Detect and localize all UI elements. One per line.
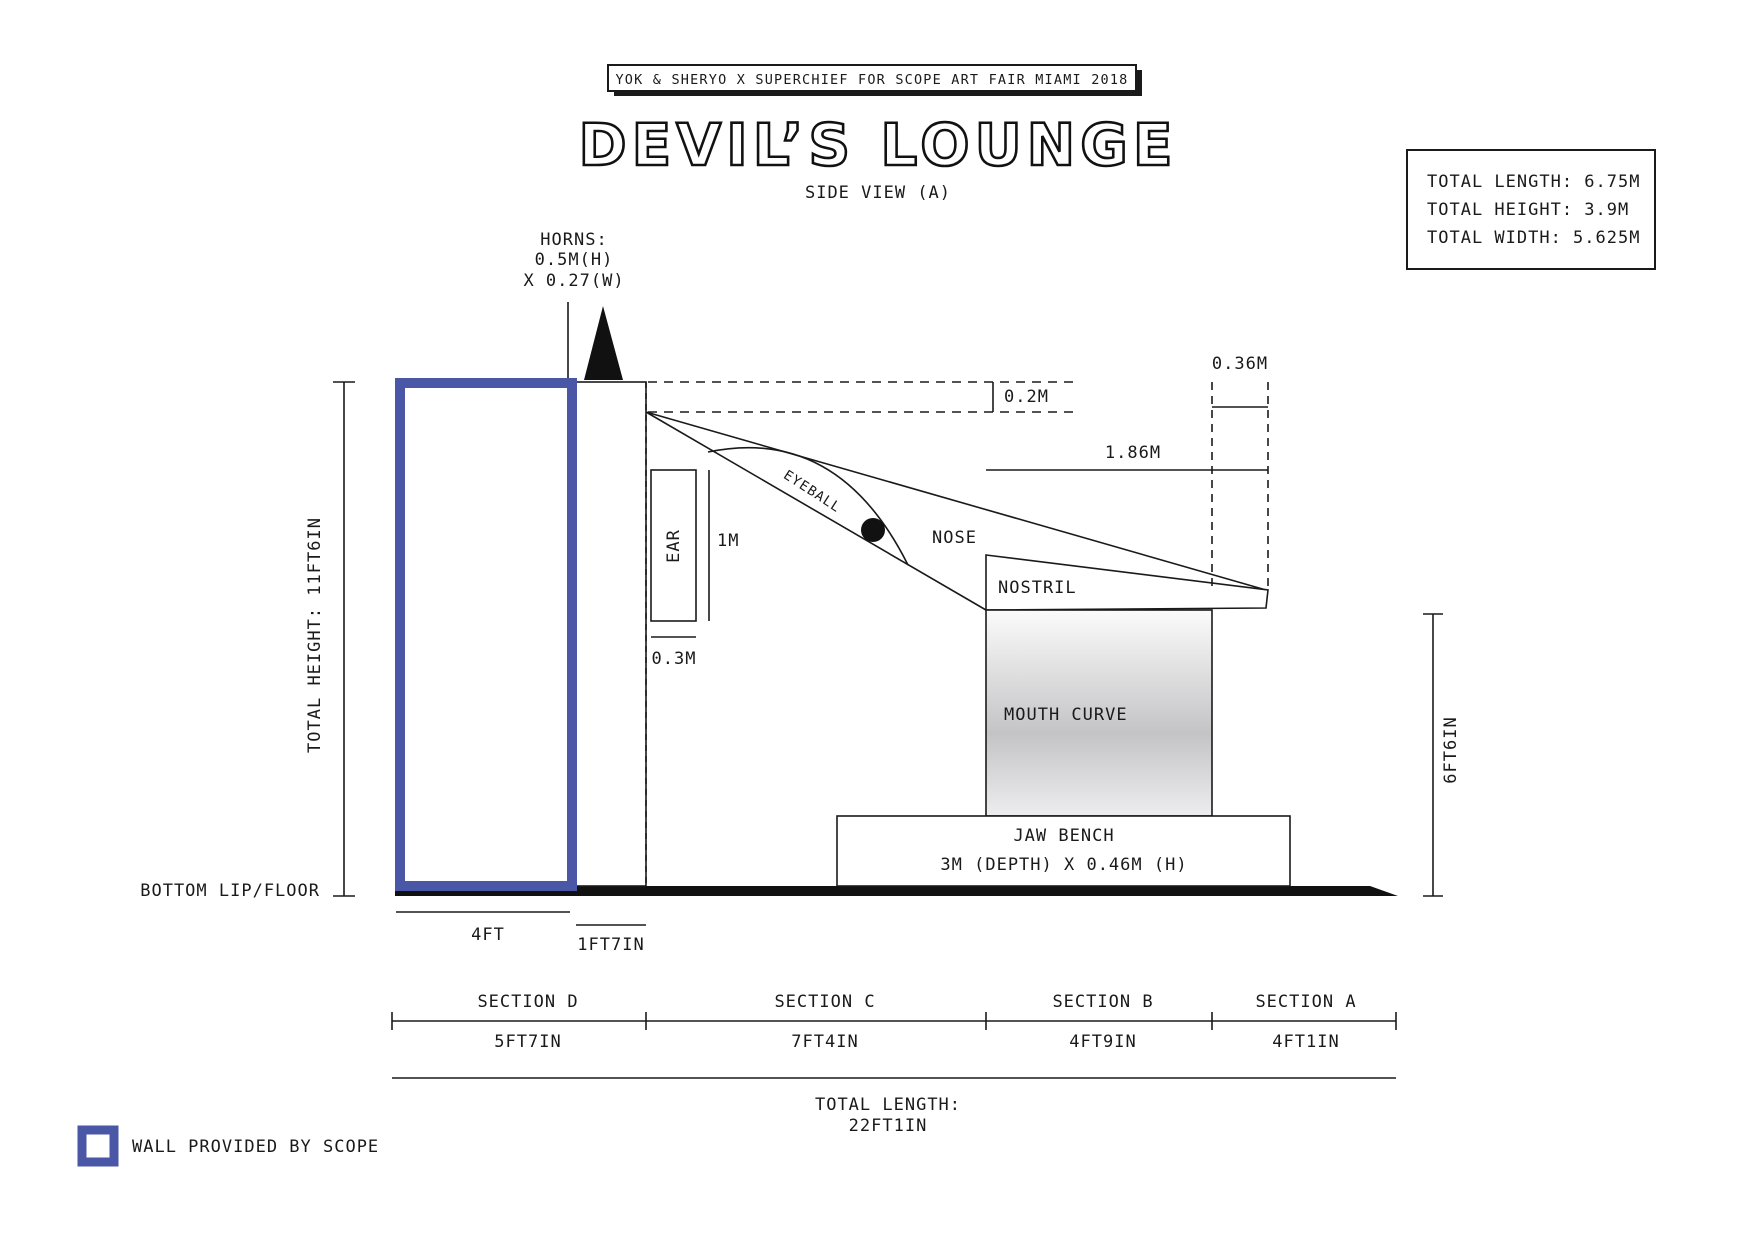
head-offset-label: 0.2M xyxy=(1004,387,1049,407)
section-b-name: SECTION B xyxy=(1052,992,1154,1012)
head-width-label: 1FT7IN xyxy=(577,935,645,955)
section-d-name: SECTION D xyxy=(477,992,579,1012)
eyeball-label: EYEBALL xyxy=(780,467,844,517)
total-length-value: 22FT1IN xyxy=(848,1116,928,1136)
section-c-length: 7FT4IN xyxy=(791,1032,859,1052)
event-tag xyxy=(608,65,1142,96)
head-block xyxy=(572,382,646,886)
nose-tip-width-label: 0.36M xyxy=(1211,354,1269,374)
page-title: DEVIL’S LOUNGE xyxy=(578,111,1178,179)
view-label: SIDE VIEW (A) xyxy=(804,183,952,203)
nose-length-label: 1.86M xyxy=(1104,443,1162,463)
wall-width-label: 4FT xyxy=(471,925,505,945)
jaw-bench-label: JAW BENCH xyxy=(1013,826,1115,846)
scope-wall xyxy=(400,383,572,886)
total-width-spec: TOTAL WIDTH: 5.625M xyxy=(1427,228,1641,248)
nose-label: NOSE xyxy=(932,528,977,548)
section-a-name: SECTION A xyxy=(1255,992,1357,1012)
event-tag-text: YOK & SHERYO X SUPERCHIEF FOR SCOPE ART FAIR MIAMI 2018 xyxy=(615,72,1129,88)
horns-width: X 0.27(W) xyxy=(523,271,625,291)
ear-width-label: 0.3M xyxy=(651,649,697,669)
floor-label: BOTTOM LIP/FLOOR xyxy=(140,881,320,901)
total-length-spec: TOTAL LENGTH: 6.75M xyxy=(1427,172,1641,192)
horns-label: HORNS: xyxy=(540,230,608,250)
total-height-spec: TOTAL HEIGHT: 3.9M xyxy=(1427,200,1630,220)
totals-box xyxy=(1407,150,1655,269)
legend-swatch xyxy=(82,1130,114,1162)
legend-label: WALL PROVIDED BY SCOPE xyxy=(132,1137,380,1157)
section-b-length: 4FT9IN xyxy=(1069,1032,1137,1052)
horn-shape xyxy=(584,306,623,380)
total-height-label: TOTAL HEIGHT: 11FT6IN xyxy=(305,517,325,753)
jaw-bench-size: 3M (DEPTH) X 0.46M (H) xyxy=(940,855,1188,875)
mouth-label: MOUTH CURVE xyxy=(1004,705,1128,725)
ear-height-label: 1M xyxy=(717,531,740,551)
section-a-length: 4FT1IN xyxy=(1272,1032,1340,1052)
horns-height: 0.5M(H) xyxy=(534,250,614,270)
nostril-label: NOSTRIL xyxy=(998,578,1077,598)
right-height-label: 6FT6IN xyxy=(1441,716,1461,784)
ear-label: EAR xyxy=(664,529,684,563)
section-d-length: 5FT7IN xyxy=(494,1032,562,1052)
section-c-name: SECTION C xyxy=(774,992,876,1012)
total-length-label: TOTAL LENGTH: xyxy=(814,1095,962,1115)
pupil xyxy=(861,518,885,542)
